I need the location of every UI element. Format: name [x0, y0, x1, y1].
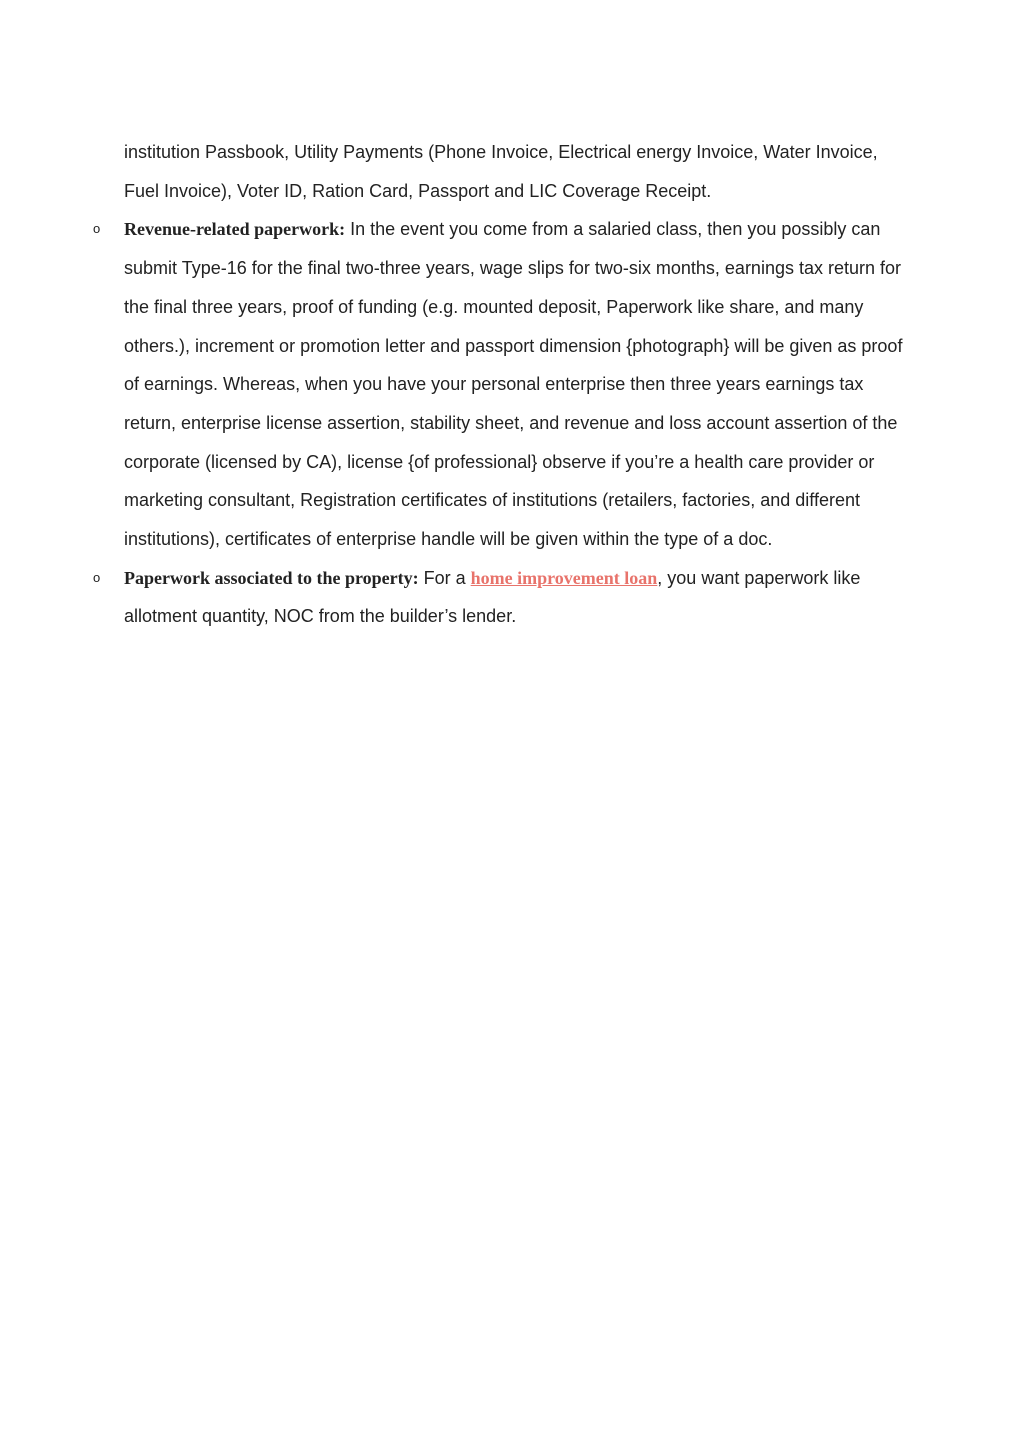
list-item-text: In the event you come from a salaried class, then you possibly can submit Type-16 for the final two-three years, wage slips for two-six months, earnings tax return for the final three years, proof of funding (e.g. mounted deposit, Paperwork like share, and many others.), increment or promotion letter and passport dimension {photograph} will be given as proof of earnings. Whereas, when you have your personal enterprise then three years earnings tax return, enterprise license assertion, stability sheet, and revenue and loss account assertion of the corporate (licensed by CA), license {of professional} observe if you’re a health care provider or marketing consultant, Registration certificates of institutions (retailers, factories, and different institutions), certificates of enterprise handle will be given within the type of a doc.	[124, 219, 903, 550]
list-item-property-paperwork	[93, 559, 914, 636]
bullet-circle-icon: o	[93, 569, 101, 585]
list-item-heading: Revenue-related paperwork:	[124, 219, 346, 240]
document-body	[93, 133, 914, 636]
list-item-revenue-paperwork	[93, 210, 914, 558]
list-item-heading: Paperwork associated to the property:	[124, 567, 419, 588]
list-item-text-after-link: , you want paperwork like allotment quantity, NOC from the builder’s lender.	[124, 567, 861, 627]
list-item-text-before-link: For a	[418, 567, 471, 588]
intro-paragraph: institution Passbook, Utility Payments (Phone Invoice, Electrical energy Invoice, Water Invoice, Fuel Invoice), Voter ID, Ration Card, Passport and LIC Coverage Receipt.	[124, 142, 878, 201]
bullet-circle-icon: o	[93, 221, 101, 237]
home-improvement-loan-link[interactable]: home improvement loan	[470, 567, 658, 588]
